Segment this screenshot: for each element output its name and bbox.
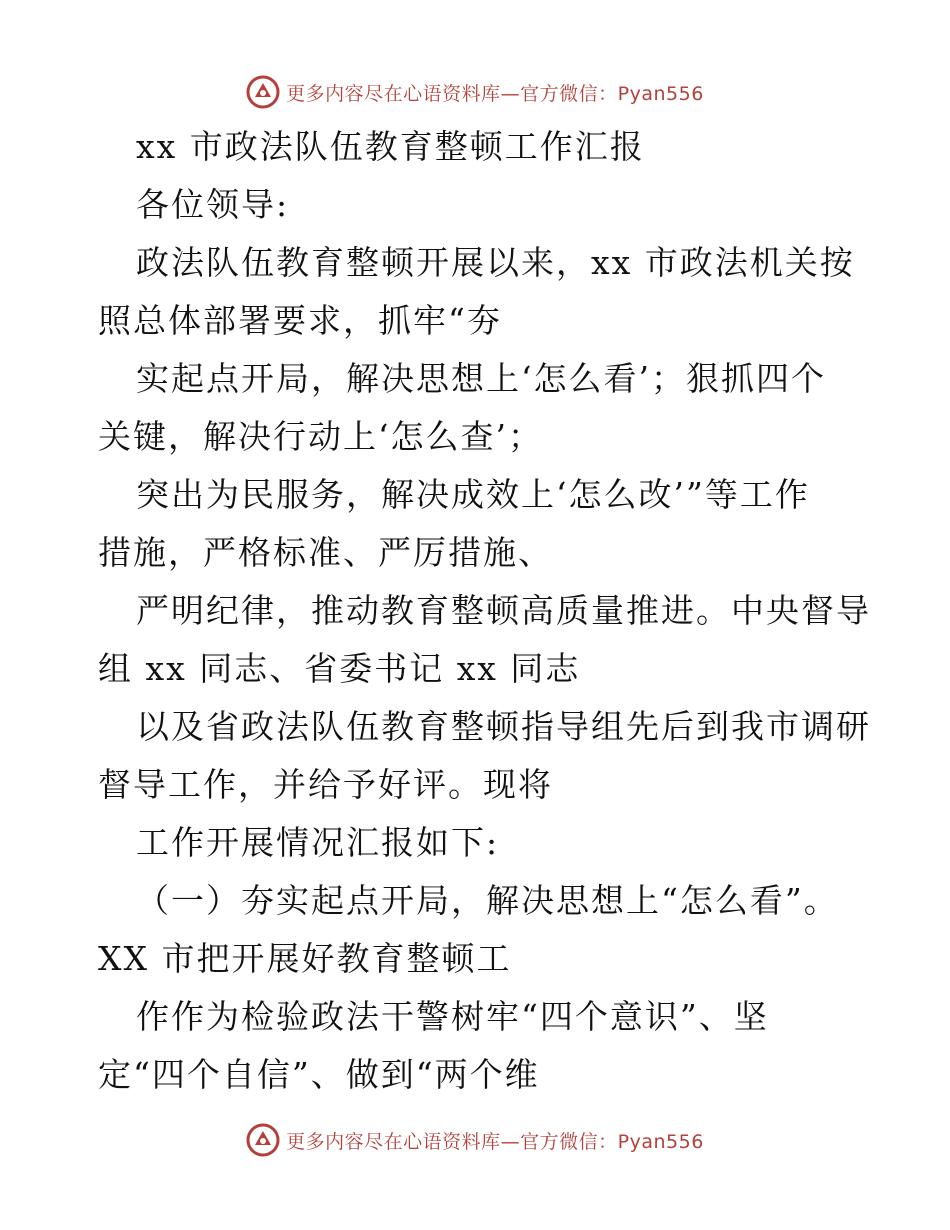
doc-line: 以及省政法队伍教育整顿指导组先后到我市调研 bbox=[136, 707, 871, 746]
logo-icon bbox=[246, 1123, 280, 1157]
document-body bbox=[98, 118, 871, 1104]
doc-line: xx 市政法队伍教育整顿工作汇报 bbox=[136, 127, 645, 166]
doc-line: 措施，严格标准、严厉措施、 bbox=[98, 533, 553, 572]
doc-line: 组 xx 同志、省委书记 xx 同志 bbox=[98, 649, 581, 688]
doc-line: 督导工作，并给予好评。现将 bbox=[98, 765, 553, 804]
doc-line: 政法队伍教育整顿开展以来，xx 市政法机关按 bbox=[136, 243, 855, 282]
doc-line: 定“四个自信”、做到“两个维 bbox=[98, 1055, 540, 1094]
doc-line: 工作开展情况汇报如下: bbox=[136, 823, 500, 862]
header-watermark bbox=[0, 72, 950, 112]
footer-watermark bbox=[0, 1120, 950, 1160]
doc-line: 照总体部署要求，抓牢“夯 bbox=[98, 301, 502, 340]
logo-icon bbox=[246, 75, 280, 109]
doc-line: 严明纪律，推动教育整顿高质量推进。中央督导 bbox=[136, 591, 871, 630]
watermark-text: 更多内容尽在心语资料库—官方微信：Pyan556 bbox=[286, 1130, 704, 1153]
doc-line: 作作为检验政法干警树牢“四个意识”、坚 bbox=[136, 997, 769, 1036]
doc-line: XX 市把开展好教育整顿工 bbox=[98, 939, 512, 978]
doc-line: 各位领导: bbox=[136, 185, 290, 224]
watermark-text: 更多内容尽在心语资料库—官方微信：Pyan556 bbox=[286, 82, 704, 105]
doc-line: 突出为民服务，解决成效上‘怎么改’”等工作 bbox=[136, 475, 810, 514]
doc-line: 关键，解决行动上‘怎么查’； bbox=[98, 417, 543, 456]
doc-line: （一）夯实起点开局，解决思想上“怎么看”。 bbox=[136, 881, 839, 920]
doc-line: 实起点开局，解决思想上‘怎么看’；狠抓四个 bbox=[136, 359, 826, 398]
